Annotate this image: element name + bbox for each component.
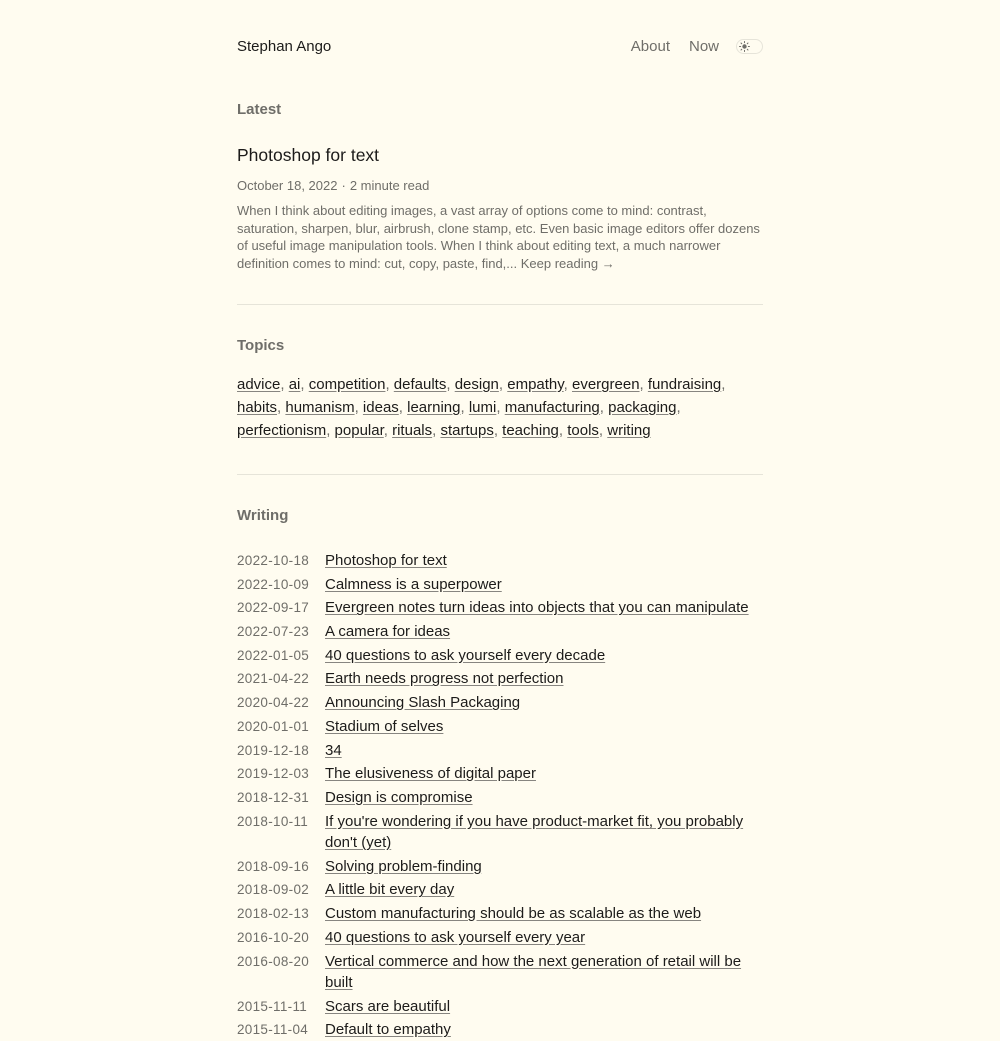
post-link[interactable]: Custom manufacturing should be as scalable as the web xyxy=(325,905,702,923)
divider xyxy=(237,304,763,305)
topic-separator: , xyxy=(599,399,609,416)
meta-separator: · xyxy=(341,178,346,193)
post-date: 2018-09-16 xyxy=(237,858,310,874)
writing-list-item xyxy=(237,740,763,762)
topic-link[interactable]: design xyxy=(454,376,499,393)
post-date: 2022-10-18 xyxy=(237,553,310,568)
topic-link[interactable]: humanism xyxy=(285,399,355,416)
post-date: 2019-12-03 xyxy=(237,766,310,782)
main-nav xyxy=(612,38,763,55)
post-title-wrap xyxy=(325,763,536,785)
writing-list-item xyxy=(237,903,763,925)
topic-separator: , xyxy=(354,399,363,416)
writing-list-item xyxy=(237,645,763,667)
writing-list-item xyxy=(237,996,763,1018)
post-title-wrap xyxy=(325,1019,451,1041)
post-title-wrap xyxy=(325,903,701,925)
topic-link[interactable]: packaging xyxy=(608,399,677,416)
writing-heading: Writing xyxy=(237,507,289,524)
post-title-wrap xyxy=(325,811,763,854)
topic-separator: , xyxy=(326,422,335,439)
topic-link[interactable]: ai xyxy=(288,376,301,393)
post-title-wrap xyxy=(325,597,749,619)
site-title-link[interactable]: Stephan Ango xyxy=(237,37,332,55)
post-title-wrap xyxy=(325,574,502,596)
topic-separator: , xyxy=(383,422,393,439)
topic-link[interactable]: ideas xyxy=(362,399,399,416)
topic-link[interactable]: tools xyxy=(567,422,599,439)
post-link[interactable]: Stadium of selves xyxy=(325,717,444,735)
post-link[interactable]: Scars are beautiful xyxy=(325,997,451,1015)
latest-section xyxy=(237,101,763,272)
topic-separator: , xyxy=(280,376,289,393)
writing-list-item xyxy=(237,621,763,643)
post-date: 2022-01-05 xyxy=(237,647,310,663)
post-date: 2016-08-20 xyxy=(237,953,310,969)
topic-link[interactable]: advice xyxy=(237,376,281,393)
topic-separator: , xyxy=(277,399,286,416)
topic-separator: , xyxy=(496,399,505,416)
post-title-wrap xyxy=(325,787,473,809)
post-date: 2015-11-04 xyxy=(237,1022,309,1038)
post-title-wrap xyxy=(325,621,450,643)
topic-link[interactable]: manufacturing xyxy=(504,399,600,416)
writing-list-item xyxy=(237,692,763,714)
topic-separator: , xyxy=(639,376,648,393)
post-link[interactable]: Solving problem-finding xyxy=(325,857,482,875)
writing-list-item xyxy=(237,716,763,738)
writing-list-item xyxy=(237,574,763,596)
post-title-wrap xyxy=(325,879,454,901)
site-header xyxy=(237,26,763,66)
post-date: 2018-12-31 xyxy=(237,789,310,805)
writing-list-item xyxy=(237,811,763,854)
writing-list-item xyxy=(237,550,763,572)
post-link[interactable]: Vertical commerce and how the next generation of retail will be built xyxy=(325,952,742,991)
post-title-wrap xyxy=(325,740,342,762)
post-title-wrap xyxy=(325,951,763,994)
post-title-wrap xyxy=(325,996,450,1018)
topics-section xyxy=(237,337,763,442)
topics-list xyxy=(237,373,763,442)
post-date: 2020-01-01 xyxy=(237,718,310,734)
post-title-wrap xyxy=(325,668,563,690)
post-title-wrap xyxy=(325,692,520,714)
nav-now[interactable]: Now xyxy=(688,37,719,55)
post-date: 2018-10-11 xyxy=(237,813,309,829)
latest-post-excerpt xyxy=(237,202,763,272)
post-title-wrap xyxy=(325,645,605,667)
topic-separator: , xyxy=(398,399,408,416)
topic-link[interactable]: empathy xyxy=(507,376,564,393)
topic-separator: , xyxy=(385,376,394,393)
topic-link[interactable]: evergreen xyxy=(572,376,640,393)
writing-section xyxy=(237,507,763,1041)
topic-link[interactable]: learning xyxy=(407,399,461,416)
topic-separator: , xyxy=(558,422,568,439)
post-link[interactable]: Default to empathy xyxy=(325,1021,451,1039)
post-link[interactable]: Photoshop for text xyxy=(325,552,447,569)
post-date: 2022-07-23 xyxy=(237,624,310,640)
writing-list-item xyxy=(237,879,763,901)
topic-separator: , xyxy=(460,399,469,416)
topic-link[interactable]: rituals xyxy=(392,422,433,439)
topic-link[interactable]: popular xyxy=(334,422,384,439)
topic-link[interactable]: teaching xyxy=(502,422,559,439)
topic-link[interactable]: writing xyxy=(607,422,651,439)
latest-post-title[interactable] xyxy=(237,145,763,166)
topic-separator: , xyxy=(498,376,508,393)
post-link[interactable]: 40 questions to ask yourself every decade xyxy=(325,646,606,664)
post-title-wrap xyxy=(325,856,482,878)
latest-post-read-time: 2 minute read xyxy=(349,178,430,193)
post-link[interactable]: A camera for ideas xyxy=(325,623,451,641)
post-title-wrap xyxy=(325,716,443,738)
post-date: 2022-09-17 xyxy=(237,600,310,616)
writing-list-item xyxy=(237,927,763,949)
latest-post-meta xyxy=(237,178,763,193)
topic-link[interactable]: startups xyxy=(440,422,494,439)
nav-about[interactable]: About xyxy=(630,37,670,55)
post-link[interactable]: Announcing Slash Packaging xyxy=(325,694,521,712)
post-date: 2022-10-09 xyxy=(237,576,310,592)
writing-list-item xyxy=(237,787,763,809)
topic-separator: , xyxy=(598,422,608,439)
post-date: 2019-12-18 xyxy=(237,742,310,758)
theme-toggle[interactable] xyxy=(736,39,763,54)
latest-post-title-text[interactable]: Photoshop for text xyxy=(237,145,380,165)
topic-separator: , xyxy=(721,376,726,393)
writing-list-item xyxy=(237,951,763,994)
topic-link[interactable]: lumi xyxy=(468,399,497,416)
topic-separator: , xyxy=(446,376,455,393)
latest-post-date: October 18, 2022 xyxy=(237,178,338,193)
post-date: 2015-11-11 xyxy=(237,998,308,1014)
topic-separator: , xyxy=(432,422,441,439)
excerpt-text: When I think about editing images, a vast array of options come to mind: contrast, saturation, sharpen, blur, airbrush, clone stamp, etc. Even basic image editors offer dozens of useful image manipulation tools. When I think about editing text, a much narrower definition comes to mind: cut, copy, paste, find,... xyxy=(237,203,760,271)
topic-separator: , xyxy=(300,376,309,393)
topic-separator: , xyxy=(493,422,503,439)
sun-icon xyxy=(739,41,750,52)
post-link[interactable]: 34 xyxy=(325,741,342,759)
post-link[interactable]: The elusiveness of digital paper xyxy=(325,765,536,783)
post-date: 2021-04-22 xyxy=(237,671,310,687)
writing-list xyxy=(237,550,763,1041)
topics-heading: Topics xyxy=(237,337,285,354)
writing-list-item xyxy=(237,668,763,690)
topic-link[interactable]: competition xyxy=(308,376,386,393)
topic-separator: , xyxy=(563,376,572,393)
post-date: 2016-10-20 xyxy=(237,929,310,945)
topic-link[interactable]: fundraising xyxy=(647,376,722,393)
topic-link[interactable]: habits xyxy=(237,399,278,416)
post-date: 2018-09-02 xyxy=(237,882,310,898)
writing-list-item xyxy=(237,856,763,878)
post-link[interactable]: 40 questions to ask yourself every year xyxy=(325,928,586,946)
post-date: 2018-02-13 xyxy=(237,906,310,922)
post-link[interactable]: Calmness is a superpower xyxy=(325,575,502,593)
writing-list-item xyxy=(237,763,763,785)
post-link[interactable]: Evergreen notes turn ideas into objects that you can manipulate xyxy=(325,599,749,617)
post-link[interactable]: Earth needs progress not perfection xyxy=(325,670,564,688)
page-container xyxy=(237,26,763,1041)
post-date: 2020-04-22 xyxy=(237,695,310,711)
topic-link[interactable]: defaults xyxy=(393,376,447,393)
topic-separator: , xyxy=(676,399,681,416)
post-title-wrap xyxy=(325,927,585,949)
post-link[interactable]: If you're wondering if you have product-market fit, you probably don't (yet) xyxy=(325,812,744,852)
keep-reading-link[interactable]: Keep reading → xyxy=(520,255,615,271)
writing-list-item xyxy=(237,597,763,619)
post-link[interactable]: A little bit every day xyxy=(325,881,455,899)
topic-link[interactable]: perfectionism xyxy=(237,422,327,439)
writing-list-item xyxy=(237,1019,763,1041)
post-link[interactable]: Design is compromise xyxy=(325,788,473,806)
post-title-wrap xyxy=(325,550,447,572)
latest-heading: Latest xyxy=(237,101,282,118)
divider xyxy=(237,474,763,475)
